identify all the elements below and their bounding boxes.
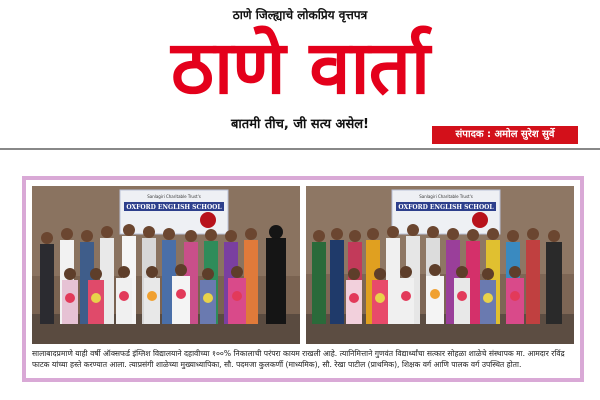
editor-badge: संपादक : अमोल सुरेश सुर्वे: [432, 126, 578, 144]
banner-school-name: OXFORD ENGLISH SCHOOL: [398, 204, 494, 211]
newspaper-masthead: ठाणे वार्ता: [170, 25, 430, 111]
school-banner: [120, 190, 228, 234]
banner-subtitle: Sanlagiri Charitable Trust's: [147, 194, 201, 199]
news-clipping: [22, 176, 584, 382]
newspaper-tagline: ठाणे जिल्ह्याचे लोकप्रिय वृत्तपत्र: [232, 8, 368, 22]
article-caption: सालाबादप्रमाणे याही वर्षी ऑक्सफर्ड इंग्लिश विद्यालयाने दहावीच्या १००% निकालाची परंपरा कायम राखली आहे. त्यानिमित्ताने गुणवंत विद्यार्थ्यांचा सत्कार सोहळा शाळेचे संस्थापक मा. आमदार रविंद्र फाटक यांच्या हस्ते करण्यात आला. त्याप्रसंगी शाळेच्या मुख्याध्यापिका, सौ. पदमजा कुलकर्णी (माध्यमिक), सौ. रेखा पाटील (प्राथमिक), शिक्षक वर्ग आणि पालक वर्ग उपस्थित होता.: [32, 349, 565, 369]
event-photo-right: [306, 186, 574, 344]
header-rule: [0, 148, 600, 150]
banner-subtitle: Sanlagiri Charitable Trust's: [419, 194, 473, 199]
news-clipping-inner: [26, 180, 580, 378]
event-photo-left: [32, 186, 300, 344]
newspaper-slogan: बातमी तीच, जी सत्य असेल!: [231, 117, 369, 132]
banner-school-name: OXFORD ENGLISH SCHOOL: [126, 204, 222, 211]
